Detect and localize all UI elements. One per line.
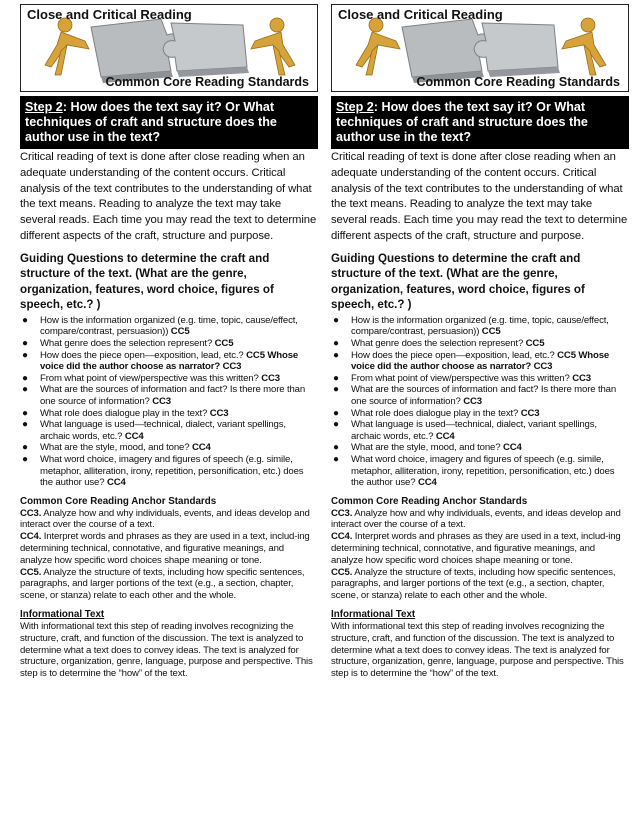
bullet-icon: ● bbox=[22, 349, 28, 361]
bullet-icon: ● bbox=[22, 453, 28, 465]
anchor-code: CC5. bbox=[20, 566, 42, 578]
list-item bbox=[331, 384, 629, 407]
anchor-standard bbox=[331, 531, 629, 566]
list-item bbox=[20, 454, 318, 489]
intro-paragraph: Critical reading of text is done after close reading when an adequate understanding of the content occurs. Critical analysis of the text contributes to the understanding of what the text means. Reading to analyze the text may take several reads. Each time you may read the text to determine different aspects of the craft, structure and purpose. bbox=[331, 151, 628, 242]
standard-code: CC3 bbox=[572, 372, 591, 384]
list-item bbox=[331, 454, 629, 489]
question-text: What language is used—technical, dialect, variant spellings, archaic words, etc.? bbox=[40, 419, 286, 442]
list-item bbox=[331, 408, 629, 420]
step-label: Step 2 bbox=[336, 100, 374, 114]
bullet-icon: ● bbox=[333, 314, 339, 326]
standard-code: CC3 bbox=[209, 407, 229, 419]
bullet-icon: ● bbox=[22, 407, 28, 419]
bullet-icon: ● bbox=[333, 384, 339, 396]
anchor-code: CC4. bbox=[331, 531, 353, 543]
bullet-icon: ● bbox=[22, 442, 28, 454]
question-text: What word choice, imagery and figures of speech (e.g. simile, metaphor, alliteration, irony, repetition, personification, etc.) does the author use? bbox=[351, 453, 615, 489]
handout-right bbox=[331, 4, 629, 680]
puzzle-piece-right bbox=[474, 23, 560, 77]
standard-code: CC4 bbox=[124, 430, 144, 442]
anchor-text: Analyze the structure of texts, including how specific sentences, paragraphs, and larger portions of the text (e.g., a section, chapter, scene, or stanza) relate to each other and the whole. bbox=[20, 566, 305, 602]
anchor-standard bbox=[20, 531, 318, 566]
bullet-icon: ● bbox=[22, 314, 28, 326]
header-banner bbox=[20, 4, 318, 92]
guiding-questions-list bbox=[20, 315, 318, 489]
standard-code: CC3 bbox=[463, 395, 482, 407]
standard-code: CC4 bbox=[191, 442, 211, 454]
figure-right-pushing bbox=[562, 18, 606, 75]
anchor-standard bbox=[331, 508, 629, 532]
bullet-icon: ● bbox=[333, 419, 339, 431]
question-text: What genre does the selection represent? bbox=[40, 337, 213, 349]
bullet-icon: ● bbox=[333, 337, 339, 349]
standard-code: CC4 bbox=[502, 442, 522, 454]
list-item bbox=[20, 338, 318, 350]
question-text: From what point of view/perspective was this written? bbox=[351, 372, 570, 384]
step-question: : How does the text say it? Or What techniques of craft and structure does the author use in the text? bbox=[25, 100, 277, 144]
standard-code: CC3 bbox=[152, 395, 171, 407]
anchor-code: CC3. bbox=[331, 507, 353, 519]
bullet-icon: ● bbox=[22, 384, 28, 396]
anchor-code: CC5. bbox=[331, 566, 353, 578]
list-item bbox=[20, 315, 318, 338]
intro-paragraph: Critical reading of text is done after close reading when an adequate understanding of the content occurs. Critical analysis of the text contributes to the understanding of what the text means. Reading to analyze the text may take several reads. Each time you may read the text to determine different aspects of the craft, structure and purpose. bbox=[20, 151, 317, 242]
list-item bbox=[331, 419, 629, 442]
anchor-text: Interpret words and phrases as they are used in a text, includ-ing determining technical, connotative, and figurative meanings, and analyze how specific word choices shape meaning or tone. bbox=[331, 531, 621, 566]
question-text: What role does dialogue play in the text? bbox=[40, 407, 208, 419]
informational-text-heading: Informational Text bbox=[20, 609, 105, 621]
standard-code: CC5 Whose voice did the author choose as narrator? CC3 bbox=[351, 349, 610, 373]
standard-code: CC4 bbox=[106, 477, 126, 489]
question-text: What are the style, mood, and tone? bbox=[351, 442, 501, 454]
header-subtitle: Common Core Reading Standards bbox=[105, 75, 309, 89]
bullet-icon: ● bbox=[333, 349, 339, 361]
standard-code: CC3 bbox=[261, 372, 280, 384]
header-title: Close and Critical Reading bbox=[338, 7, 503, 22]
bullet-icon: ● bbox=[333, 372, 339, 384]
anchor-text: Interpret words and phrases as they are used in a text, includ-ing determining technical, connotative, and figurative meanings, and analyze how specific word choices shape meaning or tone. bbox=[20, 531, 310, 566]
bullet-icon: ● bbox=[22, 337, 28, 349]
question-text: How is the information organized (e.g. time, topic, cause/effect, compare/contrast, persuasion)) bbox=[40, 314, 298, 338]
guiding-questions-list bbox=[331, 315, 629, 489]
step-heading-box bbox=[20, 96, 318, 149]
bullet-icon: ● bbox=[333, 407, 339, 419]
question-text: What language is used—technical, dialect, variant spellings, archaic words, etc.? bbox=[351, 419, 597, 442]
step-label: Step 2 bbox=[25, 100, 63, 114]
bullet-icon: ● bbox=[333, 442, 339, 454]
standard-code: CC4 bbox=[435, 430, 455, 442]
list-item bbox=[331, 338, 629, 350]
guiding-questions-heading: Guiding Questions to determine the craft and structure of the text. (What are the genre, organization, features, word choice, figures of speech, etc.? ) bbox=[20, 251, 274, 312]
anchor-text: Analyze how and why individuals, events, and ideas develop and interact over the course of a text. bbox=[331, 507, 621, 531]
standard-code: CC5 bbox=[525, 337, 545, 349]
bullet-icon: ● bbox=[22, 419, 28, 431]
anchor-standards-heading: Common Core Reading Anchor Standards bbox=[20, 495, 217, 507]
header-banner bbox=[331, 4, 629, 92]
list-item bbox=[20, 373, 318, 385]
informational-text-paragraph: With informational text this step of reading involves recognizing the structure, craft, and function of the discussion. The text is analyzed to determine what a text does to convey ideas. The text is analyzed for structure, organization, genre, language, purpose and perspective. This step is to determine the “how” of the text. bbox=[20, 621, 313, 680]
standard-code: CC5 bbox=[481, 326, 501, 338]
anchor-standards bbox=[20, 508, 318, 602]
anchor-code: CC4. bbox=[20, 531, 42, 543]
question-text: From what point of view/perspective was this written? bbox=[40, 372, 259, 384]
anchor-code: CC3. bbox=[20, 507, 42, 519]
anchor-standard bbox=[20, 567, 318, 602]
header-title: Close and Critical Reading bbox=[27, 7, 192, 22]
anchor-text: Analyze the structure of texts, including how specific sentences, paragraphs, and larger portions of the text (e.g., a section, chapter, scene, or stanza) relate to each other and the whole. bbox=[331, 566, 616, 602]
step-heading-box bbox=[331, 96, 629, 149]
standard-code: CC4 bbox=[417, 477, 437, 489]
question-text: How does the piece open—exposition, lead, etc.? bbox=[351, 349, 555, 361]
anchor-standard bbox=[20, 508, 318, 532]
anchor-text: Analyze how and why individuals, events, and ideas develop and interact over the course of a text. bbox=[20, 507, 310, 531]
list-item bbox=[20, 419, 318, 442]
header-subtitle: Common Core Reading Standards bbox=[416, 75, 620, 89]
list-item bbox=[331, 442, 629, 454]
anchor-standards-heading: Common Core Reading Anchor Standards bbox=[331, 495, 528, 507]
question-text: What are the style, mood, and tone? bbox=[40, 442, 190, 454]
step-question: : How does the text say it? Or What techniques of craft and structure does the author use in the text? bbox=[336, 100, 588, 144]
list-item bbox=[20, 350, 318, 373]
figure-left-pushing bbox=[45, 18, 89, 75]
standard-code: CC5 bbox=[170, 326, 190, 338]
figure-left-pushing bbox=[356, 18, 400, 75]
figure-right-pushing bbox=[251, 18, 295, 75]
list-item bbox=[20, 408, 318, 420]
list-item bbox=[20, 442, 318, 454]
list-item bbox=[331, 315, 629, 338]
question-text: How is the information organized (e.g. time, topic, cause/effect, compare/contrast, persuasion)) bbox=[351, 314, 609, 338]
question-text: What word choice, imagery and figures of speech (e.g. simile, metaphor, alliteration, irony, repetition, personification, etc.) does the author use? bbox=[40, 453, 304, 489]
standard-code: CC5 bbox=[214, 337, 234, 349]
guiding-questions-heading: Guiding Questions to determine the craft and structure of the text. (What are the genre, organization, features, word choice, figures of speech, etc.? ) bbox=[331, 251, 585, 312]
standard-code: CC5 Whose voice did the author choose as narrator? CC3 bbox=[40, 349, 299, 373]
list-item bbox=[331, 350, 629, 373]
question-text: What are the sources of information and fact? Is there more than one source of information? bbox=[40, 384, 306, 407]
list-item bbox=[331, 373, 629, 385]
question-text: What are the sources of information and fact? Is there more than one source of information? bbox=[351, 384, 617, 407]
anchor-standard bbox=[331, 567, 629, 602]
question-text: How does the piece open—exposition, lead, etc.? bbox=[40, 349, 244, 361]
standard-code: CC3 bbox=[520, 407, 540, 419]
informational-text-heading: Informational Text bbox=[331, 609, 416, 621]
bullet-icon: ● bbox=[333, 453, 339, 465]
bullet-icon: ● bbox=[22, 372, 28, 384]
question-text: What role does dialogue play in the text? bbox=[351, 407, 519, 419]
anchor-standards bbox=[331, 508, 629, 602]
puzzle-piece-right bbox=[163, 23, 249, 77]
question-text: What genre does the selection represent? bbox=[351, 337, 524, 349]
handout-left bbox=[20, 4, 318, 680]
list-item bbox=[20, 384, 318, 407]
informational-text-paragraph: With informational text this step of reading involves recognizing the structure, craft, and function of the discussion. The text is analyzed to determine what a text does to convey ideas. The text is analyzed for structure, organization, genre, language, purpose and perspective. This step is to determine the “how” of the text. bbox=[331, 621, 624, 680]
